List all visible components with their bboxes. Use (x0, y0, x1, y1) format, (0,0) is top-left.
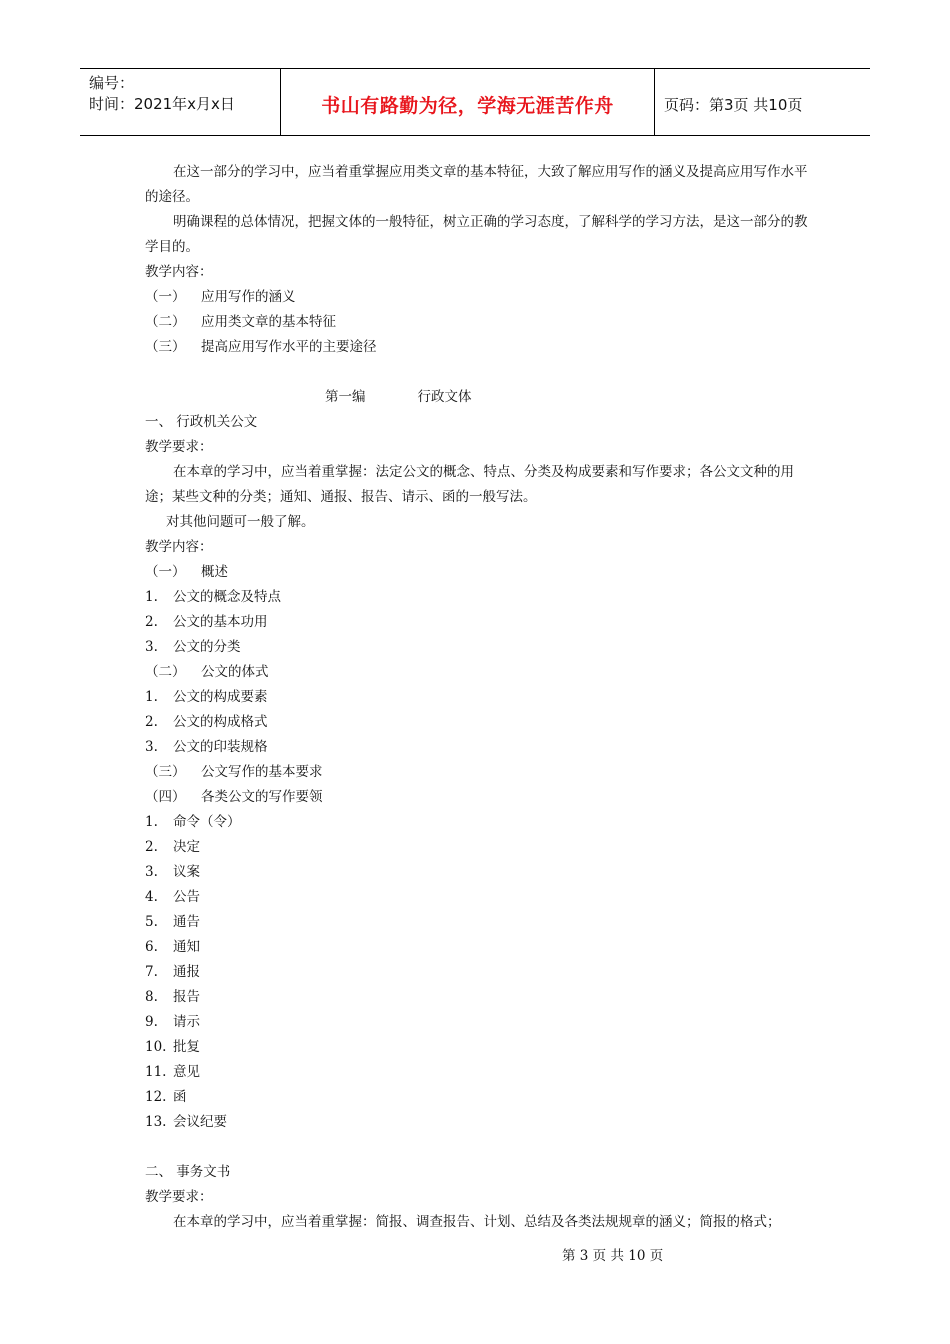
list-item: 1. 公文的概念及特点 (145, 589, 281, 605)
document-body (145, 160, 810, 1235)
page-footer: 第 3 页 共 10 页 (562, 1248, 664, 1264)
section-1-requirement: 在本章的学习中，应当着重掌握：法定公文的概念、特点、分类及构成要素和写作要求；各公文文种的用途；某些文种的分类；通知、通报、报告、请示、函的一般写法。 (145, 464, 794, 505)
intro-paragraph-1: 在这一部分的学习中，应当着重掌握应用类文章的基本特征，大致了解应用写作的涵义及提高应用写作水平的途径。 (145, 164, 808, 205)
intro-paragraph-2: 明确课程的总体情况，把握文体的一般特征，树立正确的学习态度，了解科学的学习方法，是这一部分的教学目的。 (145, 214, 808, 255)
list-item: 10. 批复 (145, 1039, 200, 1055)
section-1-title: 一、 行政机关公文 (145, 414, 258, 430)
section-2-title: 二、 事务文书 (145, 1164, 231, 1180)
header-meta-cell (80, 69, 281, 135)
list-item: 11. 意见 (145, 1064, 200, 1080)
requirement-label: 教学要求： (145, 1189, 213, 1205)
list-item: 13. 会议纪要 (145, 1114, 227, 1130)
document-header (80, 68, 870, 136)
document-number-label: 编号： (89, 74, 135, 92)
list-item: 3. 公文的印装规格 (145, 739, 268, 755)
document-date-label: 时间：2021年x月x日 (89, 95, 235, 113)
part-title: 第一编 (325, 389, 366, 405)
subsection-heading: （二） 公文的体式 (145, 664, 269, 680)
list-item: 2. 公文的基本功用 (145, 614, 268, 630)
spacer (145, 360, 810, 385)
list-item: （一） 应用写作的涵义 (145, 289, 296, 305)
subsection-heading: （四） 各类公文的写作要领 (145, 789, 323, 805)
list-item: 9. 请示 (145, 1014, 200, 1030)
list-item: 1. 命令（令） (145, 814, 241, 830)
part-heading (145, 385, 810, 410)
subsection-heading: （三） 公文写作的基本要求 (145, 764, 323, 780)
section-2-requirement: 在本章的学习中，应当着重掌握：简报、调查报告、计划、总结及各类法规规章的涵义；简报的格式； (173, 1214, 781, 1230)
list-item: 6. 通知 (145, 939, 200, 955)
list-item: 2. 决定 (145, 839, 200, 855)
list-item: 8. 报告 (145, 989, 200, 1005)
part-subtitle: 行政文体 (417, 389, 472, 405)
list-item: 2. 公文的构成格式 (145, 714, 268, 730)
requirement-label: 教学要求： (145, 439, 213, 455)
list-item: （二） 应用类文章的基本特征 (145, 314, 336, 330)
list-item: 4. 公告 (145, 889, 200, 905)
subsection-heading: （一） 概述 (145, 564, 228, 580)
list-item: 3. 议案 (145, 864, 200, 880)
spacer (145, 1135, 810, 1160)
section-1-requirement-note: 对其他问题可一般了解。 (166, 514, 315, 530)
list-item: 1. 公文的构成要素 (145, 689, 268, 705)
list-item: 7. 通报 (145, 964, 200, 980)
content-label: 教学内容： (145, 539, 213, 555)
header-page-label: 页码：第3页 共10页 (664, 95, 803, 114)
list-item: （三） 提高应用写作水平的主要途径 (145, 339, 377, 355)
list-item: 5. 通告 (145, 914, 200, 930)
list-item: 3. 公文的分类 (145, 639, 241, 655)
list-item: 12. 函 (145, 1089, 187, 1105)
content-label: 教学内容： (145, 264, 213, 280)
header-motto: 书山有路勤为径，学海无涯苦作舟 (281, 69, 655, 135)
